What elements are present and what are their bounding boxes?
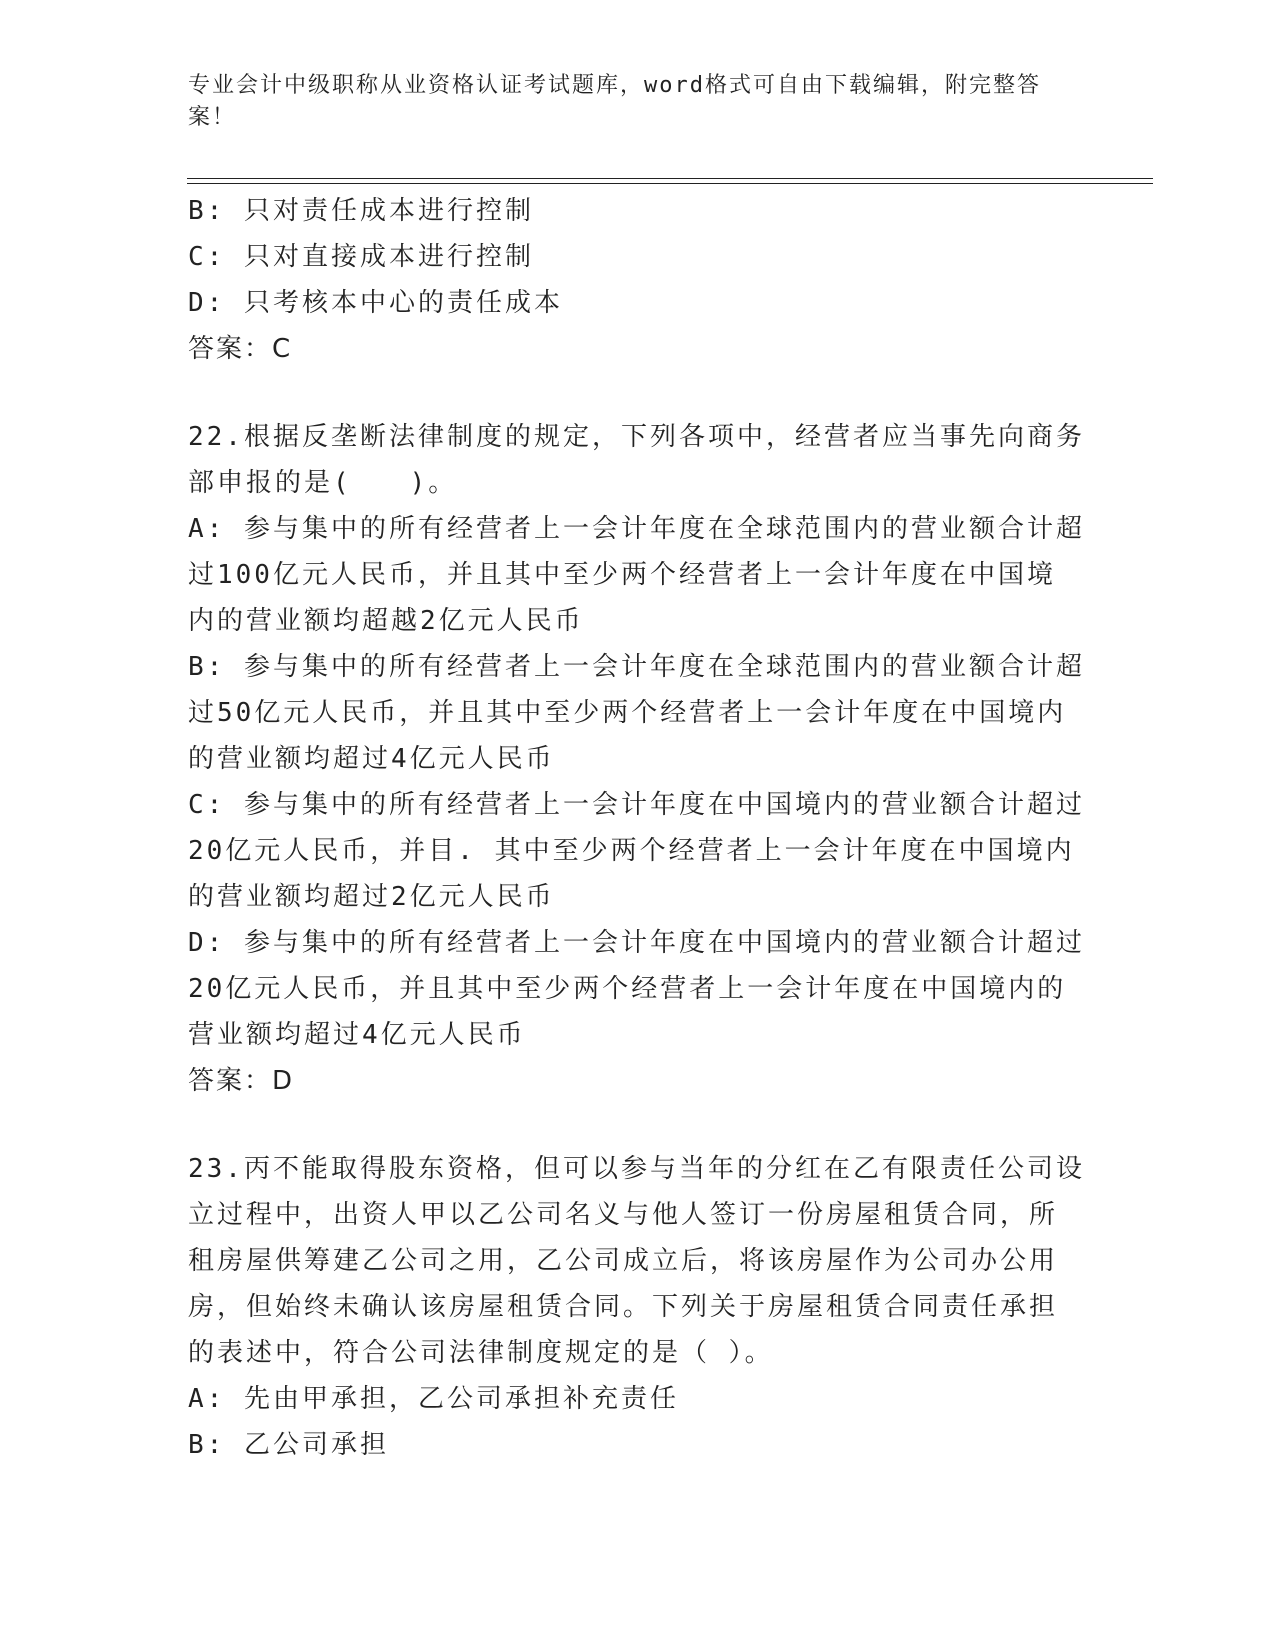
spacer xyxy=(188,372,1078,414)
q22-option-b-line: B: 参与集中的所有经营者上一会计年度在全球范围内的营业额合计超 xyxy=(188,652,1085,682)
q22-stem-line: 部申报的是( )。 xyxy=(188,468,458,498)
question-21-tail xyxy=(188,188,1078,372)
q22-option-b-line: 的营业额均超过4亿元人民币 xyxy=(188,744,555,774)
question-22 xyxy=(188,414,1085,1104)
q22-stem-line: 22.根据反垄断法律制度的规定，下列各项中，经营者应当事先向商务 xyxy=(188,422,1085,452)
q22-option-a-line: 过100亿元人民币，并且其中至少两个经营者上一会计年度在中国境 xyxy=(188,560,1056,590)
q22-option-c-line: C: 参与集中的所有经营者上一会计年度在中国境内的营业额合计超过 xyxy=(188,790,1085,820)
spacer xyxy=(188,1104,1078,1146)
q22-option-d-line: 营业额均超过4亿元人民币 xyxy=(188,1020,526,1050)
header-line-2: 案！ xyxy=(188,105,237,130)
q22-option-d-line: D: 参与集中的所有经营者上一会计年度在中国境内的营业额合计超过 xyxy=(188,928,1085,958)
page-header xyxy=(188,70,1068,134)
q21-option-c: C: 只对直接成本进行控制 xyxy=(188,242,534,272)
q23-option-b: B: 乙公司承担 xyxy=(188,1430,389,1460)
q23-stem-line: 23.丙不能取得股东资格，但可以参与当年的分红在乙有限责任公司设 xyxy=(188,1154,1085,1184)
q21-option-b: B: 只对责任成本进行控制 xyxy=(188,196,534,226)
q23-option-a: A: 先由甲承担，乙公司承担补充责任 xyxy=(188,1384,679,1414)
question-23 xyxy=(188,1146,1085,1468)
header-line-1: 专业会计中级职称从业资格认证考试题库，word格式可自由下载编辑，附完整答 xyxy=(188,73,1041,98)
q22-option-a-line: A: 参与集中的所有经营者上一会计年度在全球范围内的营业额合计超 xyxy=(188,514,1085,544)
q22-option-c-line: 的营业额均超过2亿元人民币 xyxy=(188,882,555,912)
q22-option-b-line: 过50亿元人民币，并且其中至少两个经营者上一会计年度在中国境内 xyxy=(188,698,1067,728)
header-divider-top xyxy=(187,178,1153,179)
q22-option-d-line: 20亿元人民币，并且其中至少两个经营者上一会计年度在中国境内的 xyxy=(188,974,1067,1004)
q23-stem-line: 立过程中，出资人甲以乙公司名义与他人签订一份房屋租赁合同，所 xyxy=(188,1200,1059,1230)
q22-option-c-line: 20亿元人民币，并目. 其中至少两个经营者上一会计年度在中国境内 xyxy=(188,836,1075,866)
exam-content xyxy=(188,188,1085,1468)
q23-stem-line: 租房屋供筹建乙公司之用，乙公司成立后，将该房屋作为公司办公用 xyxy=(188,1246,1059,1276)
q23-stem-line: 的表述中，符合公司法律制度规定的是（ ）。 xyxy=(188,1338,774,1368)
q22-option-a-line: 内的营业额均超越2亿元人民币 xyxy=(188,606,584,636)
q21-option-d: D: 只考核本中心的责任成本 xyxy=(188,288,563,318)
q22-answer: 答案：D xyxy=(188,1066,295,1096)
q23-stem-line: 房，但始终未确认该房屋租赁合同。下列关于房屋租赁合同责任承担 xyxy=(188,1292,1059,1322)
q21-answer: 答案：C xyxy=(188,334,293,364)
header-divider-bottom xyxy=(187,183,1153,184)
